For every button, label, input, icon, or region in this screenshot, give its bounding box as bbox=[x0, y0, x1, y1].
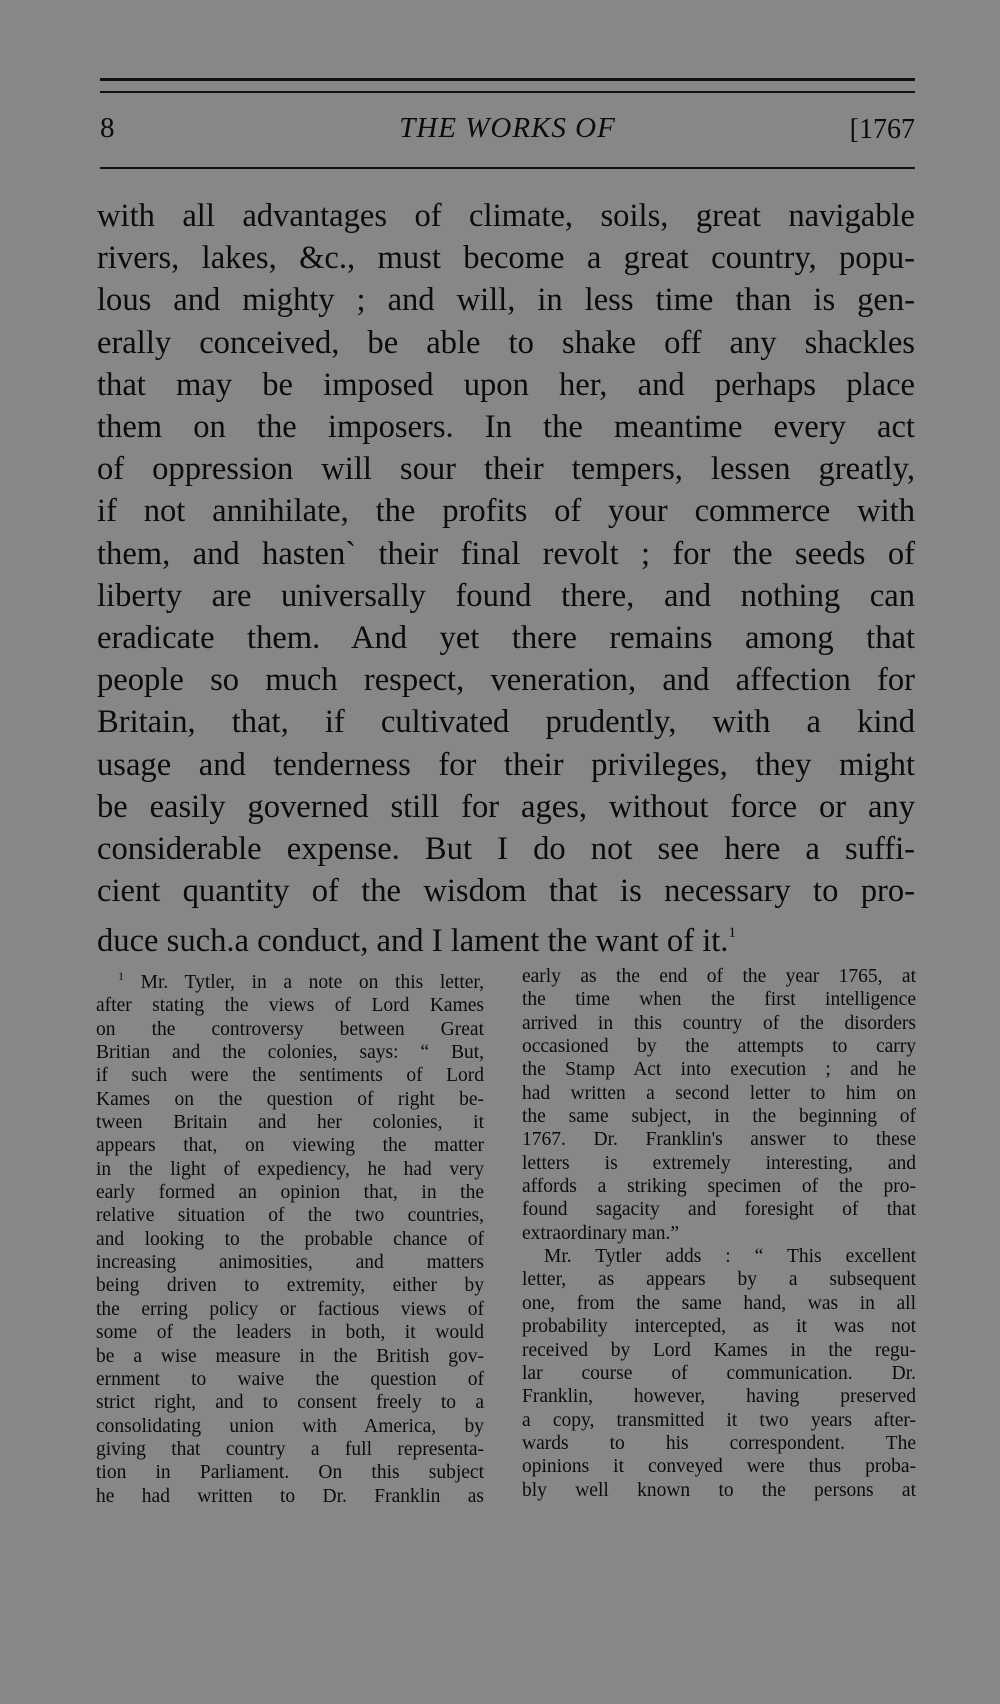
footnote-line bbox=[522, 1268, 916, 1291]
footnote-line bbox=[96, 1041, 484, 1064]
footnote-line-content: 1767. Dr. Franklin's answer to these bbox=[522, 1129, 916, 1151]
footnote-line-content: tween Britain and her colonies, it bbox=[96, 1112, 484, 1134]
text-line-content: duce such.a conduct, and I lament the want of it. bbox=[97, 923, 729, 960]
footnote-line bbox=[96, 1204, 484, 1227]
footnote-line-content: tion in Parliament. On this subject bbox=[96, 1462, 484, 1484]
footnote-line-content: he had written to Dr. Franklin as bbox=[96, 1485, 484, 1507]
text-line bbox=[97, 533, 915, 575]
footnote-line bbox=[96, 1251, 484, 1274]
footnote-line bbox=[96, 1134, 484, 1157]
footnote-column-right bbox=[522, 965, 916, 1502]
footnote-line-content: arrived in this country of the disorders bbox=[522, 1012, 916, 1034]
footnote-line bbox=[96, 1298, 484, 1321]
footnote-line-content: giving that country a full representa- bbox=[96, 1438, 484, 1460]
text-line-content: be easily governed still for ages, without force or any bbox=[97, 788, 915, 825]
footnote-line bbox=[96, 1345, 484, 1368]
footnote-line bbox=[96, 1158, 484, 1181]
footnote-line-content: the Stamp Act into execution ; and he bbox=[522, 1059, 916, 1081]
footnote-line-content: the time when the first intelligence bbox=[522, 989, 916, 1011]
page-number: 8 bbox=[100, 112, 115, 144]
footnote-line bbox=[96, 1064, 484, 1087]
text-line bbox=[97, 279, 915, 321]
footnote-line-content: in the light of expediency, he had very bbox=[96, 1158, 484, 1180]
text-line-content: people so much respect, veneration, and affection for bbox=[97, 662, 915, 699]
text-line bbox=[97, 701, 915, 743]
footnote-line-content: occasioned by the attempts to carry bbox=[522, 1036, 916, 1058]
header-rule bbox=[100, 167, 915, 169]
footnote-line bbox=[522, 1362, 916, 1385]
footnote-line bbox=[522, 1128, 916, 1151]
footnote-line-content: opinions it conveyed were thus proba- bbox=[522, 1456, 916, 1478]
text-line-content: them on the imposers. In the meantime every act bbox=[97, 409, 915, 446]
text-line-content: erally conceived, be able to shake off any shackles bbox=[97, 324, 915, 361]
footnote-line-content: Franklin, however, having preserved bbox=[522, 1386, 916, 1408]
text-line bbox=[97, 617, 915, 659]
footnote-line-content: one, from the same hand, was in all bbox=[522, 1292, 916, 1314]
footnote-line-content: on the controversy between Great bbox=[96, 1018, 484, 1040]
text-line-content: rivers, lakes, &c., must become a great country, popu- bbox=[97, 240, 915, 277]
text-line-content: Britain, that, if cultivated prudently, with a kind bbox=[97, 704, 915, 741]
footnote-line-content: appears that, on viewing the matter bbox=[96, 1135, 484, 1157]
footnote-line bbox=[522, 1245, 916, 1268]
footnote-line-content: the erring policy or factious views of bbox=[96, 1298, 484, 1320]
footnote-line-content: relative situation of the two countries, bbox=[96, 1205, 484, 1227]
footnote-line bbox=[96, 994, 484, 1017]
text-line bbox=[97, 912, 915, 962]
main-text bbox=[97, 195, 915, 963]
footnote-line bbox=[522, 965, 916, 988]
footnote-line-content: after stating the views of Lord Kames bbox=[96, 995, 484, 1017]
footnote-line-content: letter, as appears by a subsequent bbox=[522, 1269, 916, 1291]
footnote-line-content: affords a striking specimen of the pro- bbox=[522, 1176, 916, 1198]
footnote-line bbox=[522, 1222, 916, 1245]
footnote-line-content: increasing animosities, and matters bbox=[96, 1252, 484, 1274]
footnote-line bbox=[96, 1368, 484, 1391]
text-line bbox=[97, 744, 915, 786]
footnote-line bbox=[522, 1035, 916, 1058]
footnote-line-content: strict right, and to consent freely to a bbox=[96, 1392, 484, 1414]
top-rule-thin bbox=[100, 91, 915, 93]
footnote-line-content: the same subject, in the beginning of bbox=[522, 1106, 916, 1128]
footnote-line-content: being driven to extremity, either by bbox=[96, 1275, 484, 1297]
footnote-line-content: Mr. Tytler adds : “ This excellent bbox=[544, 1246, 916, 1268]
footnote-line-content: received by Lord Kames in the regu- bbox=[522, 1339, 916, 1361]
footnote-line bbox=[522, 1198, 916, 1221]
text-line-content: eradicate them. And yet there remains among that bbox=[97, 620, 915, 657]
footnote-column-left bbox=[96, 965, 484, 1508]
footnote-line bbox=[96, 1181, 484, 1204]
footnote-line bbox=[522, 1082, 916, 1105]
text-line bbox=[97, 828, 915, 870]
footnote-line bbox=[96, 1088, 484, 1111]
footnote-line-content: ernment to waive the question of bbox=[96, 1368, 484, 1390]
text-line bbox=[97, 322, 915, 364]
footnote-line bbox=[96, 1228, 484, 1251]
footnote-line bbox=[522, 988, 916, 1011]
running-title: THE WORKS OF bbox=[399, 112, 616, 144]
footnote-line-content: bly well known to the persons at bbox=[522, 1479, 916, 1501]
footnote-line bbox=[522, 1479, 916, 1502]
text-line-content: if not annihilate, the profits of your commerce with bbox=[97, 493, 915, 530]
footnote-line-content: probability intercepted, as it was not bbox=[522, 1316, 916, 1338]
footnote-line bbox=[522, 1339, 916, 1362]
text-line-content: with all advantages of climate, soils, great navigable bbox=[97, 198, 915, 234]
footnote-line-content: some of the leaders in both, it would bbox=[96, 1322, 484, 1344]
footnote-line bbox=[522, 1409, 916, 1432]
footnote-line bbox=[96, 1111, 484, 1134]
footnote-line bbox=[522, 1152, 916, 1175]
text-line-content: of oppression will sour their tempers, lessen greatly, bbox=[97, 451, 915, 488]
footnote-line bbox=[522, 1385, 916, 1408]
footnote-line bbox=[96, 1415, 484, 1438]
footnote-reference: 1 bbox=[728, 925, 736, 942]
footnote-line bbox=[96, 1485, 484, 1508]
footnote-line-content: consolidating union with America, by bbox=[96, 1415, 484, 1437]
text-line bbox=[97, 490, 915, 532]
text-line bbox=[97, 786, 915, 828]
footnote-line-content: lar course of communication. Dr. bbox=[522, 1362, 916, 1384]
footnote-line bbox=[522, 1315, 916, 1338]
footnote-line-content: found sagacity and foresight of that bbox=[522, 1199, 916, 1221]
footnote-line bbox=[522, 1058, 916, 1081]
footnote-line bbox=[96, 1274, 484, 1297]
footnote-line-content: early formed an opinion that, in the bbox=[96, 1182, 484, 1204]
footnote-line bbox=[522, 1432, 916, 1455]
text-line-content: usage and tenderness for their privileges, they might bbox=[97, 746, 915, 783]
footnote-line-content: early as the end of the year 1765, at bbox=[522, 966, 916, 987]
footnote-line bbox=[96, 1321, 484, 1344]
running-head bbox=[100, 112, 915, 152]
footnote-line-content: Kames on the question of right be- bbox=[96, 1088, 484, 1110]
text-line-content: cient quantity of the wisdom that is necessary to pro- bbox=[97, 873, 915, 910]
text-line-content: lous and mighty ; and will, in less time than is gen- bbox=[97, 282, 915, 319]
footnote-line bbox=[522, 1455, 916, 1478]
footnote-line-content: extraordinary man.” bbox=[522, 1222, 680, 1244]
footnote-line bbox=[522, 1175, 916, 1198]
footnote-line-content: letters is extremely interesting, and bbox=[522, 1152, 916, 1174]
top-rule bbox=[100, 78, 915, 81]
footnote-line-content: a copy, transmitted it two years after- bbox=[522, 1409, 916, 1431]
footnote-marker: 1 bbox=[118, 969, 124, 983]
text-line bbox=[97, 406, 915, 448]
footnote-line-content: Britian and the colonies, says: “ But, bbox=[96, 1042, 484, 1064]
footnote-line-content: be a wise measure in the British gov- bbox=[96, 1345, 484, 1367]
footnote-line bbox=[96, 965, 484, 994]
footnote-line bbox=[522, 1012, 916, 1035]
footnote-line-content: wards to his correspondent. The bbox=[522, 1432, 916, 1454]
footnote-line bbox=[96, 1461, 484, 1484]
running-year: [1767 bbox=[849, 114, 915, 145]
footnote-line bbox=[522, 1292, 916, 1315]
footnote-line-content: Mr. Tytler, in a note on this letter, bbox=[140, 972, 484, 993]
text-line bbox=[97, 575, 915, 617]
text-line bbox=[97, 364, 915, 406]
text-line-content: them, and hasten` their final revolt ; for the seeds of bbox=[97, 535, 915, 572]
text-line-content: considerable expense. But I do not see here a suffi- bbox=[97, 831, 915, 868]
text-line-content: liberty are universally found there, and nothing can bbox=[97, 577, 915, 614]
footnote-line-content: had written a second letter to him on bbox=[522, 1082, 916, 1104]
text-line bbox=[97, 448, 915, 490]
text-line bbox=[97, 659, 915, 701]
footnote-line bbox=[96, 1018, 484, 1041]
footnote-line-content: and looking to the probable chance of bbox=[96, 1228, 484, 1250]
text-line bbox=[97, 870, 915, 912]
text-line bbox=[97, 195, 915, 237]
footnote-line bbox=[522, 1105, 916, 1128]
text-line-content: that may be imposed upon her, and perhaps place bbox=[97, 366, 915, 403]
footnote-line bbox=[96, 1438, 484, 1461]
text-line bbox=[97, 237, 915, 279]
footnote-line bbox=[96, 1391, 484, 1414]
footnote-line-content: if such were the sentiments of Lord bbox=[96, 1065, 484, 1087]
